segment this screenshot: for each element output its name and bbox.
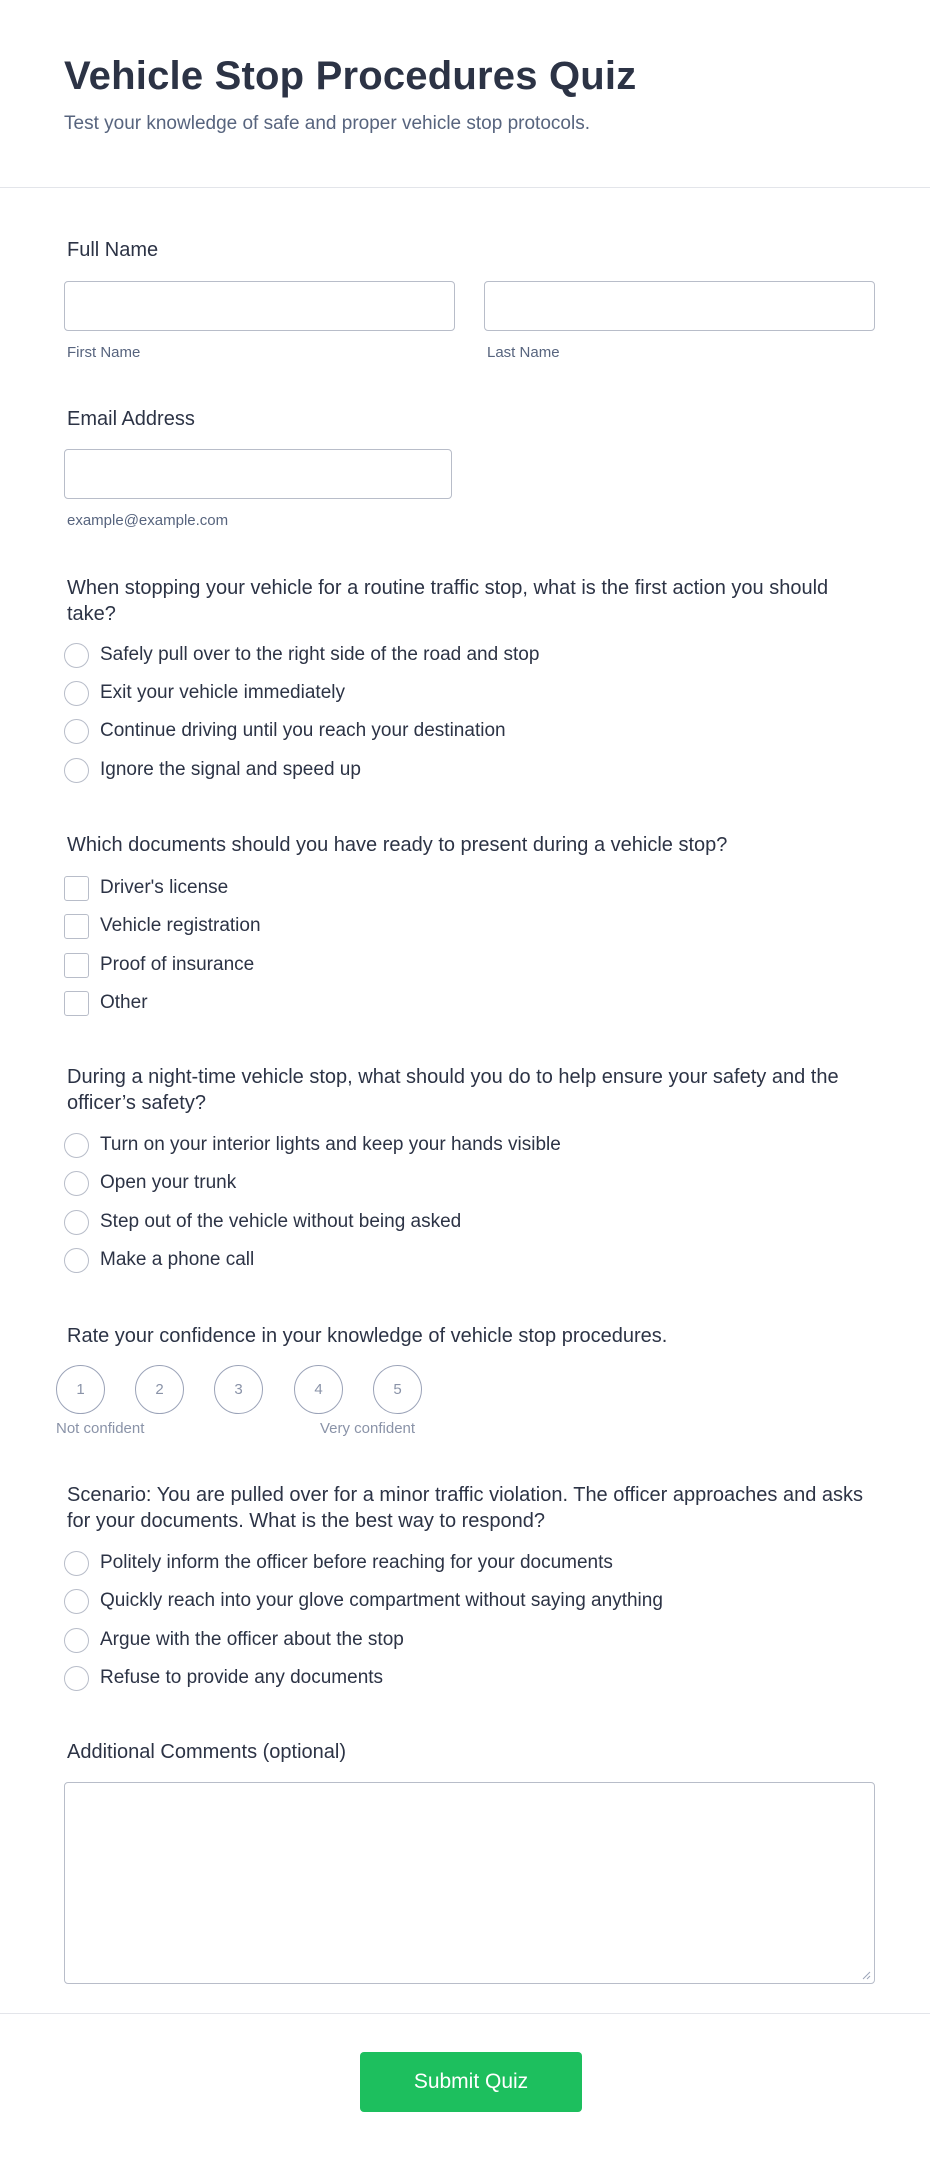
checkbox[interactable] (64, 914, 89, 939)
full-name-label: Full Name (67, 239, 159, 261)
q3-option-1[interactable] (64, 1131, 561, 1159)
option-label: Politely inform the officer before reaching for your documents (100, 1552, 613, 1573)
q4-option-4[interactable] (64, 1664, 383, 1692)
q4-option-3[interactable] (64, 1626, 404, 1654)
radio-button[interactable] (64, 1551, 89, 1576)
option-label: Exit your vehicle immediately (100, 682, 345, 703)
q1-option-2[interactable] (64, 679, 345, 707)
radio-button[interactable] (64, 1210, 89, 1235)
checkbox[interactable] (64, 953, 89, 978)
radio-button[interactable] (64, 1248, 89, 1273)
comments-label: Additional Comments (optional) (67, 1741, 347, 1763)
q3-option-3[interactable] (64, 1208, 461, 1236)
full-name-label-row (64, 237, 875, 263)
radio-button[interactable] (64, 1589, 89, 1614)
option-label: Ignore the signal and speed up (100, 759, 361, 780)
comments-textarea[interactable] (64, 1782, 875, 1984)
option-label: Driver's license (100, 877, 229, 898)
q4-block (64, 1482, 875, 1534)
radio-button[interactable] (64, 1171, 89, 1196)
page-subtitle: Test your knowledge of safe and proper vehicle stop protocols. (64, 113, 590, 134)
footer-divider (0, 2013, 930, 2014)
rating-option-4[interactable]: 4 (294, 1365, 343, 1414)
first-name-sublabel: First Name (67, 344, 141, 361)
last-name-input[interactable] (484, 281, 875, 331)
option-label: Safely pull over to the right side of the road and stop (100, 644, 540, 665)
checkbox[interactable] (64, 991, 89, 1016)
q1-question: When stopping your vehicle for a routine traffic stop, what is the first action you should take? (67, 577, 829, 625)
rating-option-1[interactable]: 1 (56, 1365, 105, 1414)
email-input[interactable] (64, 449, 452, 499)
option-label: Turn on your interior lights and keep your hands visible (100, 1134, 561, 1155)
q1-block (64, 575, 875, 627)
radio-button[interactable] (64, 1628, 89, 1653)
q1-option-3[interactable] (64, 717, 506, 745)
option-label: Quickly reach into your glove compartment without saying anything (100, 1590, 663, 1611)
q3-question: During a night-time vehicle stop, what should you do to help ensure your safety and the officer’s safety? (67, 1066, 839, 1114)
q2-question: Which documents should you have ready to present during a vehicle stop? (67, 834, 728, 856)
radio-button[interactable] (64, 1133, 89, 1158)
option-label: Refuse to provide any documents (100, 1667, 384, 1688)
radio-button[interactable] (64, 1666, 89, 1691)
q1-option-1[interactable] (64, 641, 539, 669)
option-label: Step out of the vehicle without being asked (100, 1211, 462, 1232)
email-sublabel: example@example.com (67, 512, 229, 529)
option-label: Open your trunk (100, 1172, 237, 1193)
q4-option-1[interactable] (64, 1549, 613, 1577)
q2-option-4[interactable] (64, 989, 148, 1017)
option-label: Argue with the officer about the stop (100, 1629, 404, 1650)
radio-button[interactable] (64, 643, 89, 668)
option-label: Continue driving until you reach your destination (100, 720, 506, 741)
radio-button[interactable] (64, 681, 89, 706)
checkbox[interactable] (64, 876, 89, 901)
resize-grip-icon[interactable] (862, 1971, 871, 1980)
rating-question: Rate your confidence in your knowledge of vehicle stop procedures. (67, 1325, 668, 1347)
q3-block (64, 1064, 875, 1116)
radio-button[interactable] (64, 758, 89, 783)
radio-button[interactable] (64, 719, 89, 744)
page-title: Vehicle Stop Procedures Quiz (64, 54, 637, 98)
q1-option-4[interactable] (64, 756, 361, 784)
q2-option-1[interactable] (64, 874, 228, 902)
q3-option-4[interactable] (64, 1246, 254, 1274)
email-label-row (64, 406, 875, 432)
q4-question: Scenario: You are pulled over for a minor traffic violation. The officer approaches and asks for your documents. What is the best way to respond? (67, 1484, 864, 1532)
last-name-sublabel: Last Name (487, 344, 560, 361)
rating-option-2[interactable]: 2 (135, 1365, 184, 1414)
submit-quiz-button[interactable]: Submit Quiz (360, 2052, 582, 2112)
rating-block (64, 1323, 875, 1349)
form-header (0, 0, 930, 188)
comments-block (64, 1739, 875, 1765)
first-name-input[interactable] (64, 281, 455, 331)
rating-min-caption: Not confident (56, 1420, 145, 1437)
q2-option-3[interactable] (64, 951, 254, 979)
rating-option-3[interactable]: 3 (214, 1365, 263, 1414)
q2-option-2[interactable] (64, 912, 261, 940)
rating-option-5[interactable]: 5 (373, 1365, 422, 1414)
option-label: Make a phone call (100, 1249, 255, 1270)
q4-option-2[interactable] (64, 1587, 663, 1615)
email-label: Email Address (67, 408, 195, 430)
rating-max-caption: Very confident (320, 1420, 416, 1437)
option-label: Vehicle registration (100, 915, 261, 936)
q3-option-2[interactable] (64, 1169, 236, 1197)
q2-block (64, 832, 875, 858)
option-label: Proof of insurance (100, 954, 255, 975)
option-label: Other (100, 992, 148, 1013)
